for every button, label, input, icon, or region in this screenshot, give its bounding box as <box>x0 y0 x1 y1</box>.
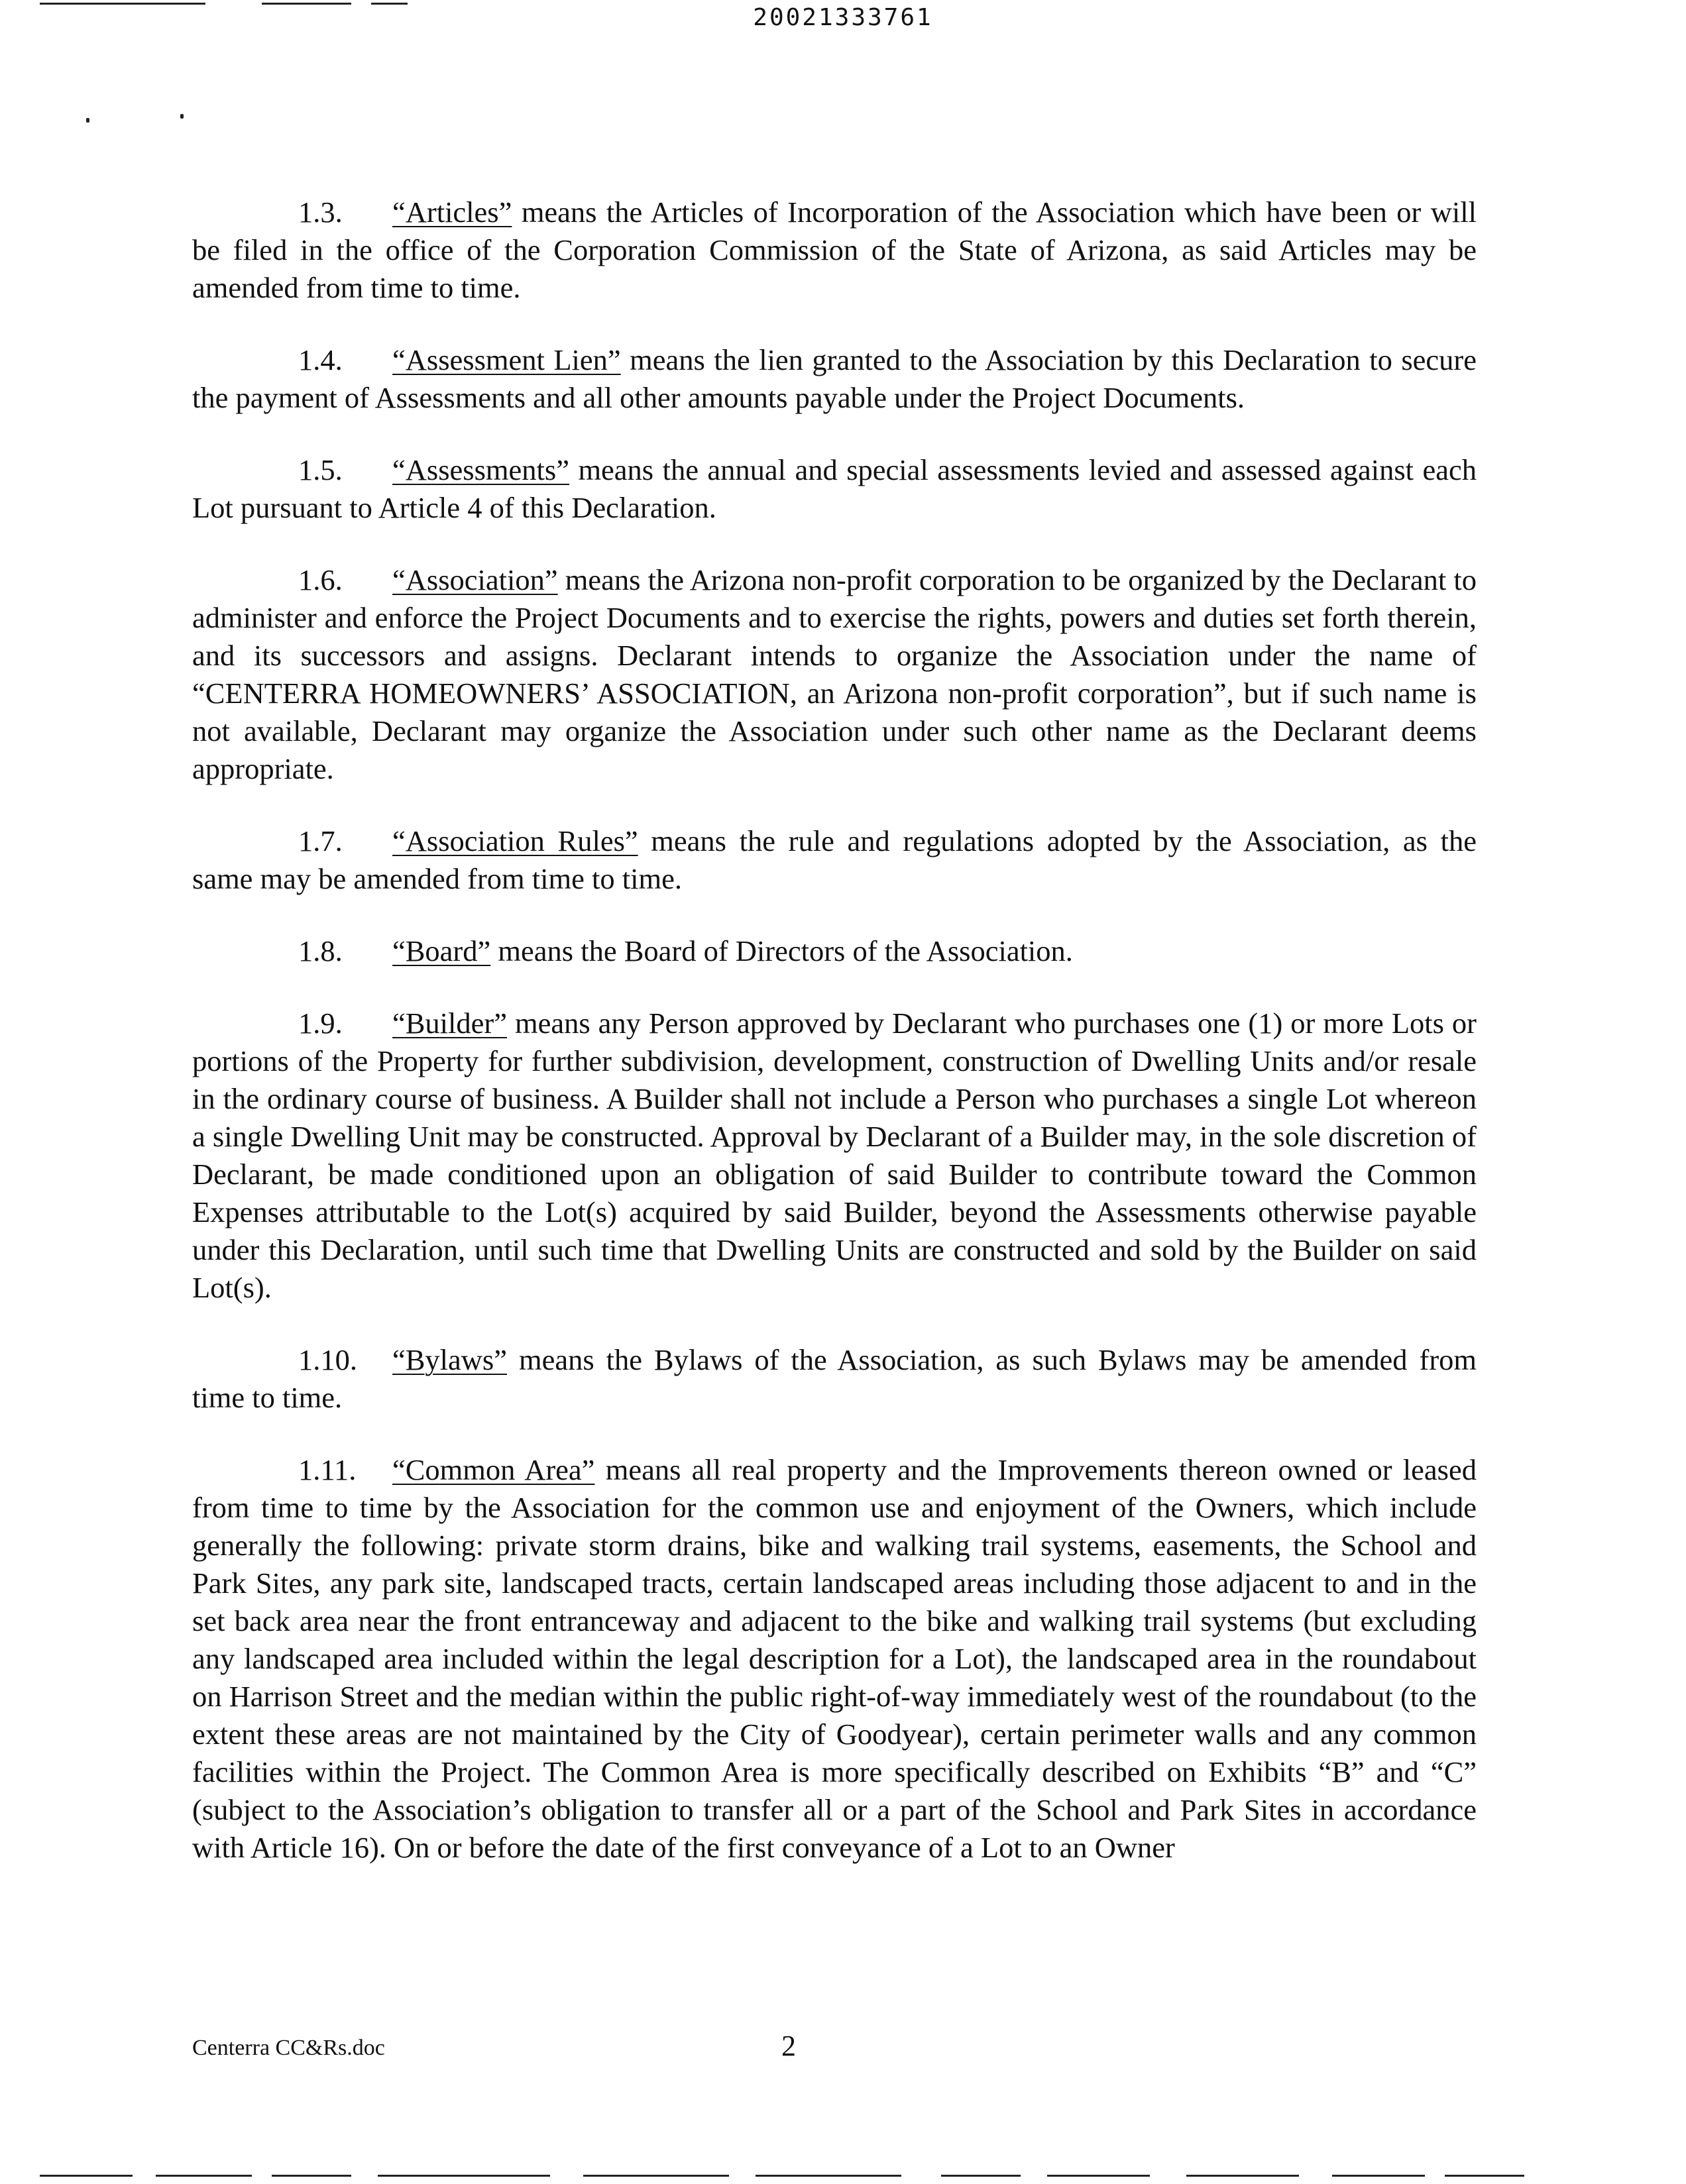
bottom-scan-edge <box>1047 2175 1150 2177</box>
definition-text: means any Person approved by Declarant who purchases one (1) or more Lots or portions of the Property for further subdivision, development, construction of Dwelling Units and/or resale in the ordinary course of business. A Builder shall not include a Person who purchases a single Lot whereon a single Dwelling Unit may be constructed. Approval by Declarant of a Builder may, in the sole discretion of Declarant, be made conditioned upon an obligation of said Builder to contribute toward the Common Expenses attributable to the Lot(s) acquired by said Builder, beyond the Assessments otherwise payable under this Declaration, until such time that Dwelling Units are constructed and sold by the Builder on said Lot(s). <box>192 1007 1477 1304</box>
definition-text: means all real property and the Improvements thereon owned or leased from time to time by the Association for the common use and enjoyment of the Owners, which include generally the following: private storm drains, bike and walking trail systems, easements, the School and Park Sites, any park site, landscaped tracts, certain landscaped areas including those adjacent to and in the set back area near the front entranceway and adjacent to the bike and walking trail systems (but excluding any landscaped area included within the legal description for a Lot), the landscaped area in the roundabout on Harrison Street and the median within the public right-of-way immediately west of the roundabout (to the extent these areas are not maintained by the City of Goodyear), certain perimeter walls and any common facilities within the Project. The Common Area is more specifically described on Exhibits “B” and “C” (subject to the Association’s obligation to transfer all or a part of the School and Park Sites in accordance with Article 16). On or before the date of the first conveyance of a Lot to an Owner <box>192 1453 1477 1864</box>
bottom-scan-edge <box>272 2175 351 2177</box>
section-number: 1.10. <box>298 1343 357 1376</box>
defined-term: “Assessment Lien” <box>392 343 621 376</box>
defined-term: “Board” <box>392 934 491 967</box>
defined-term: “Association” <box>392 563 558 596</box>
paragraph-articles <box>192 193 1477 307</box>
definition-text: means the Articles of Incorporation of the Association which have been or will be filed in the office of the Corporation Commission of the State of Arizona, as said Articles may be amended from time to time. <box>192 195 1477 304</box>
definition-text: means the rule and regulations adopted by the Association, as the same may be amended from time to time. <box>192 824 1477 895</box>
paragraph-board <box>192 932 1477 970</box>
definition-text: means the lien granted to the Association by this Declaration to secure the payment of Assessments and all other amounts payable under the Project Documents. <box>192 343 1477 414</box>
footer-page-number: 2 <box>781 2030 796 2062</box>
bottom-scan-edge <box>756 2175 901 2177</box>
defined-term: “Articles” <box>392 195 512 229</box>
section-number: 1.6. <box>298 563 343 596</box>
bottom-scan-edge <box>941 2175 1021 2177</box>
paragraph-assessment-lien <box>192 341 1477 417</box>
section-number: 1.3. <box>298 195 343 229</box>
paragraph-bylaws <box>192 1341 1477 1417</box>
bottom-scan-edge <box>1445 2175 1524 2177</box>
bottom-scan-edge <box>40 2175 133 2177</box>
section-number: 1.9. <box>298 1007 343 1040</box>
paragraph-assessments <box>192 451 1477 527</box>
bottom-scan-edge <box>583 2175 729 2177</box>
defined-term: “Builder” <box>392 1007 507 1040</box>
defined-term: “Bylaws” <box>392 1343 508 1376</box>
definition-text: means the Bylaws of the Association, as such Bylaws may be amended from time to time. <box>192 1343 1477 1414</box>
document-body <box>192 193 1477 1901</box>
bottom-scan-edge <box>378 2175 550 2177</box>
paragraph-common-area <box>192 1451 1477 1867</box>
footer-filename: Centerra CC&Rs.doc <box>192 2036 385 2060</box>
paragraph-association-rules <box>192 822 1477 898</box>
section-number: 1.8. <box>298 934 343 967</box>
bottom-scan-edge <box>1332 2175 1425 2177</box>
defined-term: “Common Area” <box>392 1453 595 1486</box>
paragraph-association <box>192 561 1477 788</box>
bottom-scan-edge <box>1186 2175 1299 2177</box>
defined-term: “Assessments” <box>392 453 569 486</box>
section-number: 1.4. <box>298 343 343 376</box>
section-number: 1.7. <box>298 824 343 857</box>
defined-term: “Association Rules” <box>392 824 638 857</box>
definition-text: means the Arizona non-profit corporation to be organized by the Declarant to administer and enforce the Project Documents and to exercise the rights, powers and duties set forth therein, and its successors and assigns. Declarant intends to organize the Association under the name of “CENTERRA HOMEOWNERS’ ASSOCIATION, an Arizona non-profit corporation”, but if such name is not available, Declarant may organize the Association under such other name as the Declarant deems appropriate. <box>192 563 1477 785</box>
definition-text: means the Board of Directors of the Association. <box>490 934 1073 967</box>
paragraph-builder <box>192 1005 1477 1307</box>
definition-text: means the annual and special assessments levied and assessed against each Lot pursuant to Article 4 of this Declaration. <box>192 453 1477 524</box>
scan-speck <box>180 114 184 119</box>
section-number: 1.5. <box>298 453 343 486</box>
section-number: 1.11. <box>298 1453 357 1486</box>
bottom-scan-edge <box>156 2175 252 2177</box>
document-number: 20021333761 <box>753 4 933 31</box>
scan-speck <box>86 118 89 123</box>
